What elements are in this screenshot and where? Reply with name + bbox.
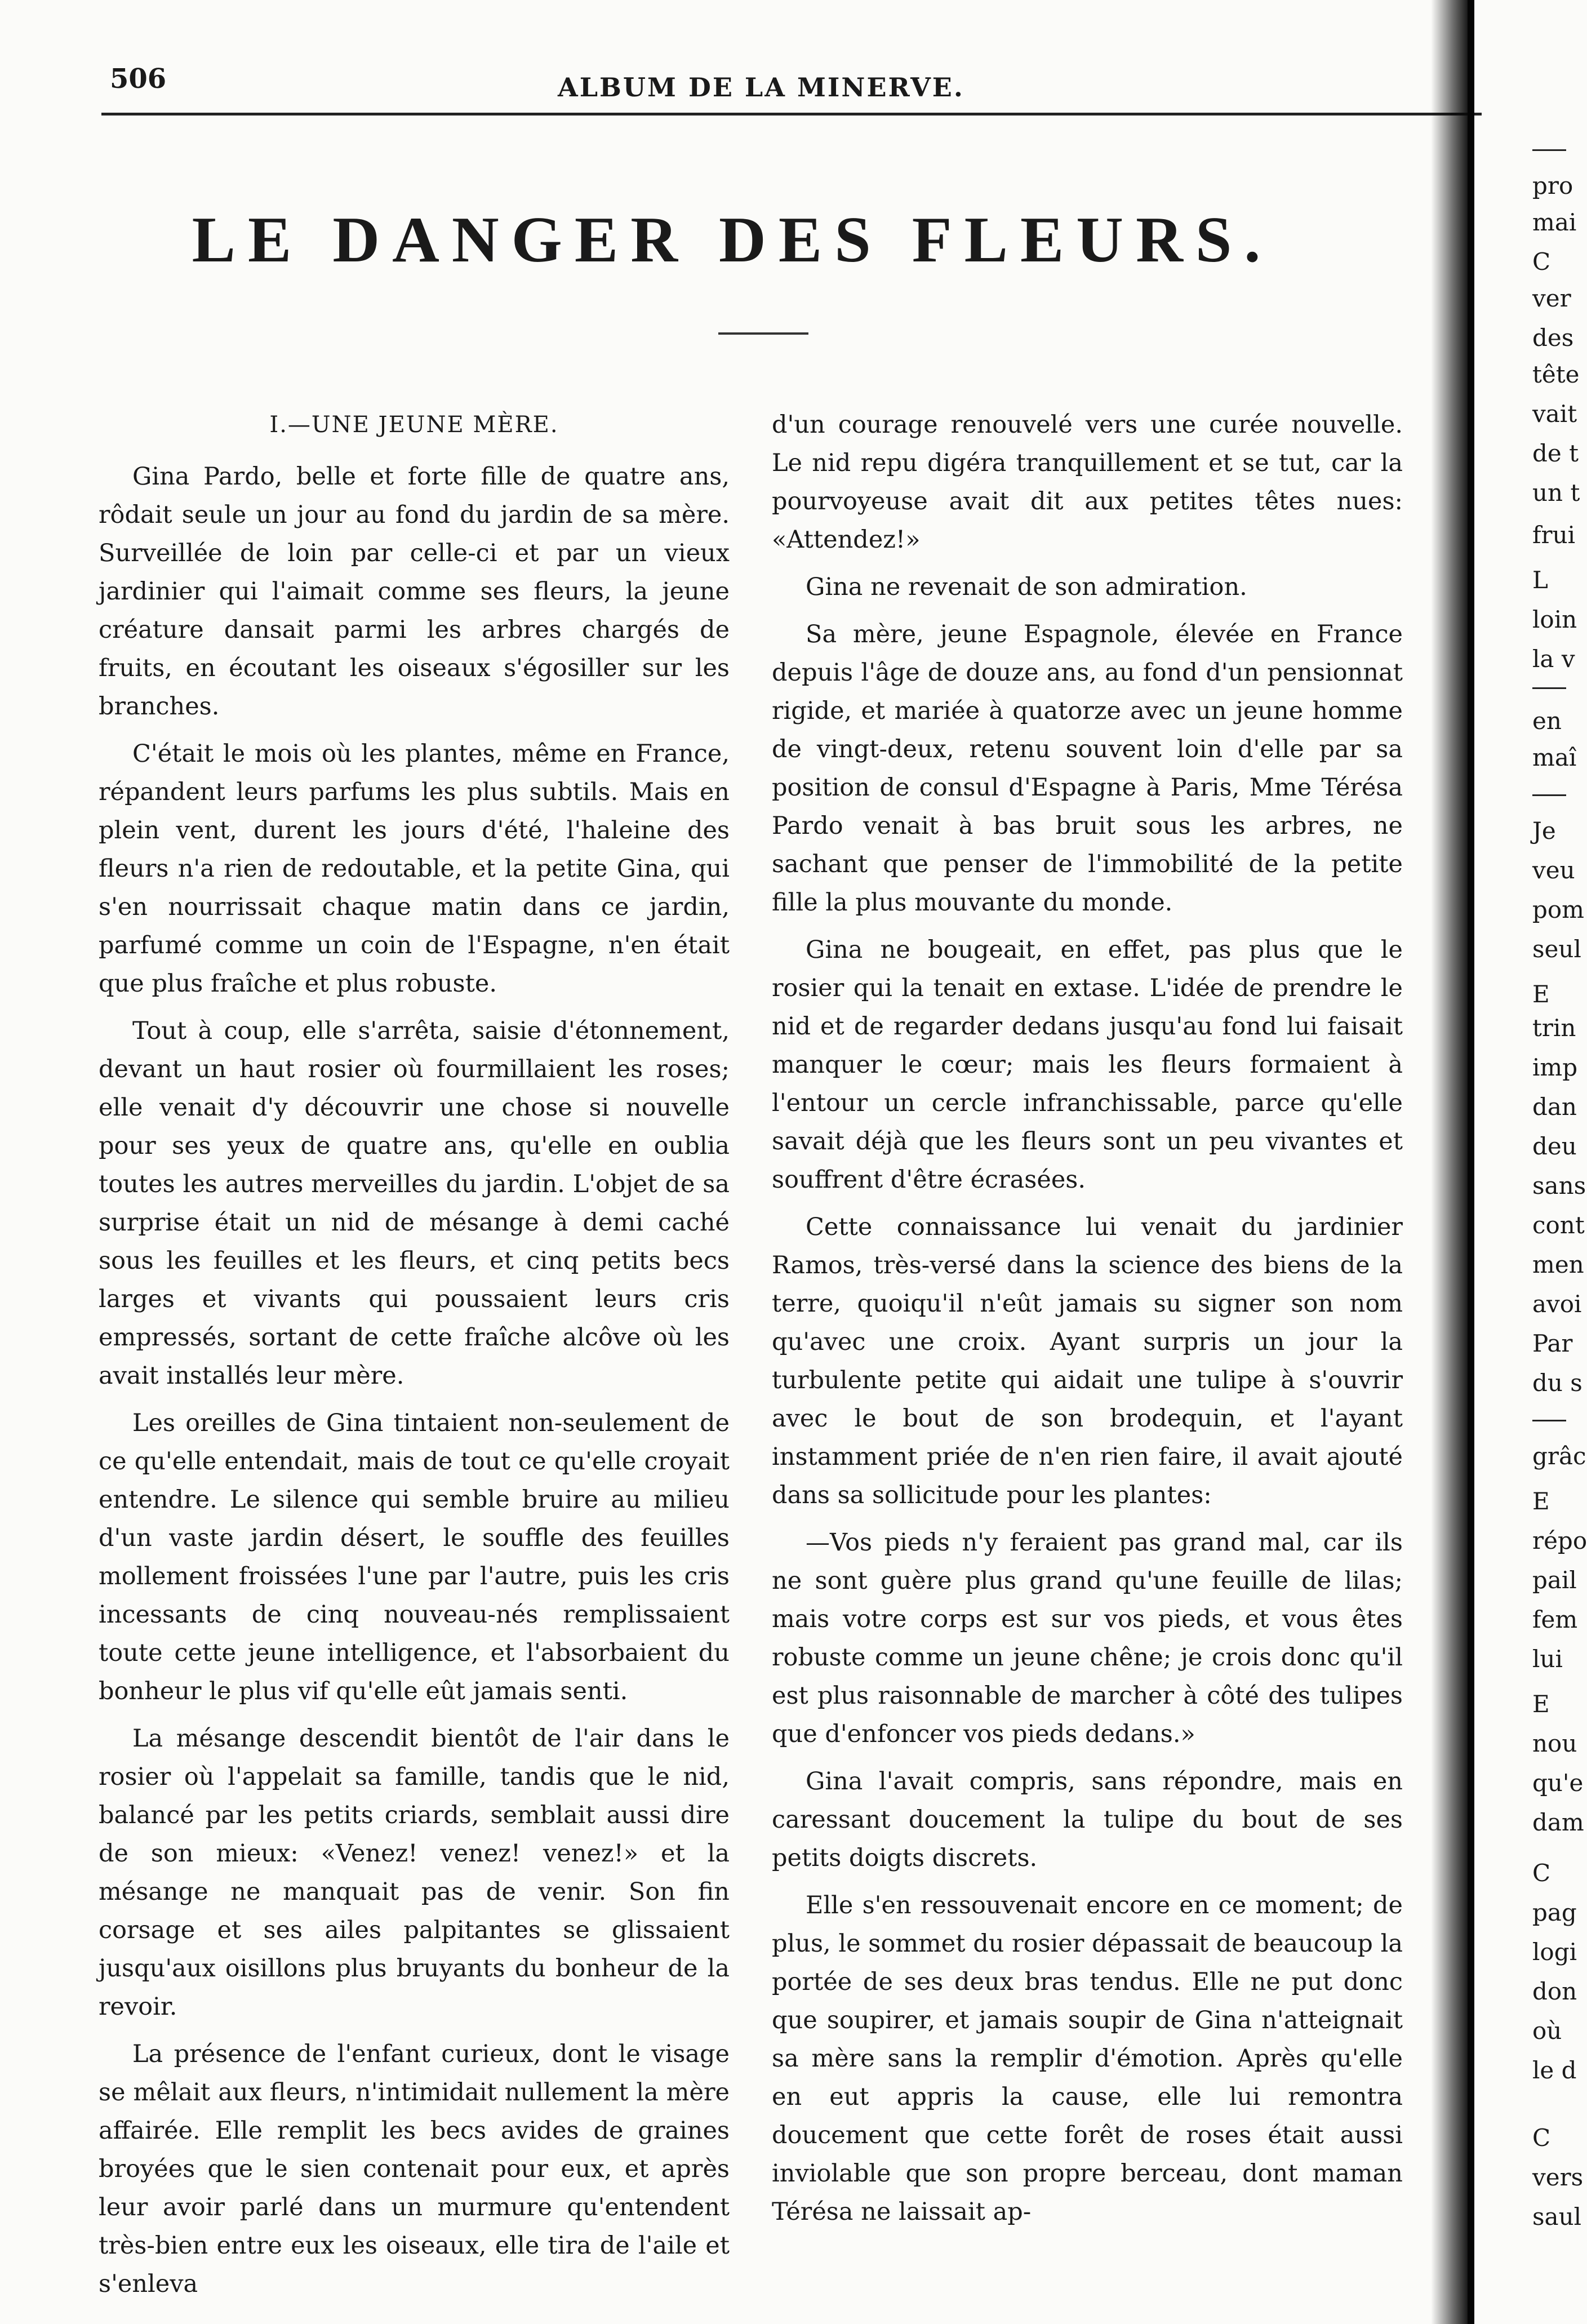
adjacent-page-edge: [1532, 0, 1587, 2324]
adjacent-page-text-fragment: des: [1532, 324, 1574, 352]
adjacent-page-text-fragment: E: [1532, 1487, 1550, 1515]
adjacent-page-text-fragment: men: [1532, 1251, 1584, 1278]
adjacent-page-text-fragment: lui: [1532, 1645, 1563, 1673]
adjacent-page-text-fragment: avoi: [1532, 1290, 1582, 1318]
adjacent-page-text-fragment: dan: [1532, 1093, 1577, 1121]
paragraph: La mésange descendit bientôt de l'air dans le rosier où l'appelait sa famille, tandis que le nid, balancé par les petits criards, semblait aussi dire de son mieux: «Venez! venez! venez!» et la mésange ne manquait pas de venir. Son fin corsage et ses ailes palpitantes se glissaient jusqu'aux oisillons plus bruyants du bonheur de la revoir.: [99, 1725, 730, 2021]
adjacent-page-text-fragment: du s: [1532, 1369, 1582, 1397]
adjacent-page-text-fragment: seul: [1532, 935, 1581, 963]
adjacent-page-text-fragment: E: [1532, 980, 1550, 1008]
adjacent-page-text-fragment: de t: [1532, 439, 1579, 467]
adjacent-page-text-fragment: E: [1532, 1690, 1550, 1718]
paragraph: Cette connaissance lui venait du jardinier Ramos, très-versé dans la science des biens de la terre, quoiqu'il n'eût jamais su signer son nom qu'avec une croix. Ayant surpris un jour la turbulente petite qui aidait une tulipe à s'ouvrir avec le bout de son brodequin, et l'ayant instamment priée de n'en rien faire, il avait ajouté dans sa sollicitude pour les plantes:: [772, 1213, 1403, 1509]
adjacent-page-text-fragment: Je: [1532, 817, 1556, 845]
adjacent-page-text-fragment: vers: [1532, 2163, 1584, 2191]
adjacent-page-text-fragment: C: [1532, 248, 1551, 275]
page-gutter-shadow: [1431, 0, 1470, 2324]
adjacent-page-text-fragment: C: [1532, 1859, 1551, 1887]
adjacent-page-text-fragment: mai: [1532, 208, 1577, 236]
adjacent-page-text-fragment: pro: [1532, 172, 1573, 199]
adjacent-page-text-fragment: frui: [1532, 521, 1576, 549]
adjacent-page-text-fragment: vait: [1532, 400, 1577, 428]
adjacent-page-text-fragment: Par: [1532, 1330, 1573, 1357]
paragraph: Gina l'avait compris, sans répondre, mais en caressant doucement la tulipe du bout de ses petits doigts discrets.: [772, 1767, 1403, 1872]
paragraph: C'était le mois où les plantes, même en France, répandent leurs parfums les plus subtils. Mais en plein vent, durent les jours d'été, l'haleine des fleurs n'a rien de redoutable, et la petite Gina, qui s'en nourrissait chaque matin dans ce jardin, parfumé comme un coin de l'Espagne, n'en était que plus fraîche et plus robuste.: [99, 740, 730, 998]
adjacent-page-text-fragment: répo: [1532, 1527, 1587, 1554]
adjacent-page-text-fragment: pom: [1532, 896, 1584, 923]
adjacent-page-text-fragment: maî: [1532, 744, 1577, 771]
adjacent-page-text-fragment: un t: [1532, 479, 1580, 506]
adjacent-page-text-fragment: qu'e: [1532, 1769, 1584, 1797]
paragraph: Gina Pardo, belle et forte fille de quatre ans, rôdait seule un jour au fond du jardin de sa mère. Surveillée de loin par celle-ci et par un vieux jardinier qui l'aimait comme ses fleurs, la jeune créature dansait parmi les arbres chargés de fruits, en écoutant les oiseaux s'égosiller sur les branches.: [99, 463, 730, 721]
adjacent-page-text-fragment: pail: [1532, 1566, 1577, 1594]
adjacent-page-text-fragment: imp: [1532, 1054, 1578, 1081]
adjacent-page-text-fragment: dam: [1532, 1808, 1584, 1836]
adjacent-page-text-fragment: don: [1532, 1978, 1577, 2005]
left-column: [99, 406, 730, 2312]
adjacent-page-text-fragment: où: [1532, 2017, 1562, 2045]
page-fold: [1468, 0, 1474, 2324]
adjacent-page-text-fragment: sans: [1532, 1172, 1586, 1199]
adjacent-page-text-fragment: tête: [1532, 361, 1580, 388]
adjacent-page-text-fragment: pag: [1532, 1899, 1577, 1926]
header-rule: [101, 113, 1482, 115]
adjacent-page-text-fragment: grâc: [1532, 1442, 1586, 1470]
adjacent-page-text-fragment: veu: [1532, 856, 1575, 884]
adjacent-page-text-fragment: logi: [1532, 1938, 1577, 1966]
paragraph: Elle s'en ressouvenait encore en ce moment; de plus, le sommet du rosier dépassait de beaucoup la portée de ses deux bras tendus. Elle ne put donc que soupirer, et jamais soupir de Gina n'atteignait sa mère sans la remplir d'émotion. Après qu'elle en eut appris la cause, elle lui remontra doucement que cette forêt de roses était aussi inviolable que son propre berceau, dont maman Térésa ne laissait ap-: [772, 1891, 1403, 2226]
title-divider: [718, 332, 808, 335]
adjacent-page-text-fragment: cont: [1532, 1211, 1585, 1239]
adjacent-page-text-fragment: trin: [1532, 1014, 1576, 1042]
running-title: ALBUM DE LA MINERVE.: [558, 72, 964, 103]
adjacent-page-text-fragment: loin: [1532, 606, 1577, 633]
chapter-heading: I.—UNE JEUNE MÈRE.: [269, 412, 559, 438]
adjacent-page-rule: [1532, 794, 1566, 796]
adjacent-page-text-fragment: le d: [1532, 2056, 1577, 2084]
paragraph: La présence de l'enfant curieux, dont le visage se mêlait aux fleurs, n'intimidait nullement la mère affairée. Elle remplit les becs avides de graines broyées que le sien contenait pour eux, et après leur avoir parlé dans un murmure qu'entendent très-bien entre eux les oiseaux, elle tira de l'aile et s'enleva: [99, 2040, 730, 2298]
adjacent-page-text-fragment: deu: [1532, 1132, 1577, 1160]
adjacent-page-text-fragment: saul: [1532, 2203, 1582, 2230]
adjacent-page-text-fragment: nou: [1532, 1730, 1577, 1757]
adjacent-page-text-fragment: fem: [1532, 1606, 1578, 1633]
page-number: 506: [110, 63, 167, 95]
adjacent-page-text-fragment: C: [1532, 2124, 1551, 2152]
adjacent-page-rule: [1532, 1420, 1566, 1421]
adjacent-page-rule: [1532, 149, 1566, 151]
paragraph: Tout à coup, elle s'arrêta, saisie d'étonnement, devant un haut rosier où fourmillaient les roses; elle venait d'y découvrir une chose si nouvelle pour ses yeux de quatre ans, qu'elle en oublia toutes les autres merveilles du jardin. L'objet de sa surprise était un nid de mésange à demi caché sous les feuilles et les fleurs, et cinq petits becs larges et vivants qui poussaient leurs cris empressés, sortant de cette fraîche alcôve où les avait installés leur mère.: [99, 1017, 730, 1390]
paragraph: Gina ne revenait de son admiration.: [806, 573, 1247, 601]
adjacent-page-text-fragment: la v: [1532, 645, 1575, 673]
adjacent-page-text-fragment: L: [1532, 566, 1548, 594]
paragraph: Les oreilles de Gina tintaient non-seulement de ce qu'elle entendait, mais de tout ce qu'elle croyait entendre. Le silence qui semble bruire au milieu d'un vaste jardin désert, le souffle des feuilles mollement froissées l'une par l'autre, puis les cris incessants de cinq nouveau-nés remplissaient toute cette jeune intelligence, et l'absorbaient du bonheur le plus vif qu'elle eût jamais senti.: [99, 1409, 730, 1705]
right-column: [772, 406, 1403, 2240]
paragraph: d'un courage renouvelé vers une curée nouvelle. Le nid repu digéra tranquillement et se tut, car la pourvoyeuse avait dit aux petites têtes nues: «Attendez!»: [772, 411, 1403, 554]
article-title: LE DANGER DES FLEURS.: [192, 204, 1273, 276]
adjacent-page-text-fragment: ver: [1532, 285, 1571, 312]
paragraph: Sa mère, jeune Espagnole, élevée en France depuis l'âge de douze ans, au fond d'un pensionnat rigide, et mariée à quatorze avec un jeune homme de vingt-deux, retenu souvent loin d'elle par sa position de consul d'Espagne à Paris, Mme Térésa Pardo venait à bas bruit sous les arbres, ne sachant que penser de l'immobilité de la petite fille la plus mouvante du monde.: [772, 620, 1403, 917]
adjacent-page-text-fragment: en: [1532, 707, 1562, 735]
paragraph: —Vos pieds n'y feraient pas grand mal, car ils ne sont guère plus grand qu'une feuille de lilas; mais votre corps est sur vos pieds, et vous êtes robuste comme un jeune chêne; je crois donc qu'il est plus raisonnable de marcher à côté des tulipes que d'enfoncer vos pieds dedans.»: [772, 1528, 1403, 1748]
paragraph: Gina ne bougeait, en effet, pas plus que le rosier qui la tenait en extase. L'idée de prendre le nid et de regarder dedans jusqu'au fond lui faisait manquer le cœur; mais les fleurs formaient à l'entour un cercle infranchissable, parce qu'elle savait déjà que les fleurs sont un peu vivantes et souffrent d'être écrasées.: [772, 936, 1403, 1194]
adjacent-page-rule: [1532, 687, 1566, 689]
